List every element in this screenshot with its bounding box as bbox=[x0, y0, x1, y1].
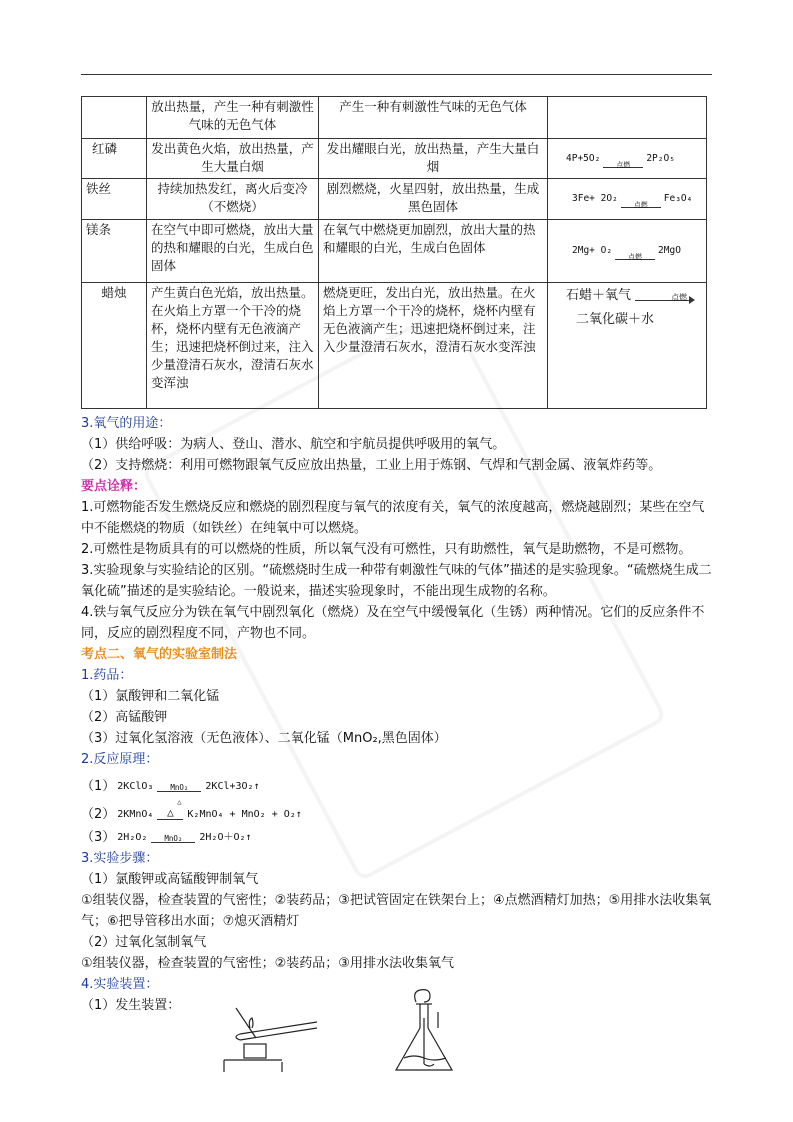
equation-top-line bbox=[566, 284, 702, 308]
substance-cell: 红磷 bbox=[82, 139, 147, 179]
principle-heading: 2.反应原理： bbox=[81, 752, 159, 767]
drugs-item: （1）氯酸钾和二氧化锰 bbox=[81, 689, 220, 704]
substance-cell: 铁丝 bbox=[82, 179, 147, 220]
equation-cell bbox=[548, 179, 707, 220]
equation-left: 3Fe+ 2O₂ bbox=[572, 193, 618, 204]
oxygen-phenomenon-cell: 燃烧更旺，发出白光，放出热量。在火焰上方罩一个干冷的烧杯，烧杯内壁有无色液滴产生；迅速把烧杯倒过来，注入少量澄清石灰水，澄清石灰水变浑浊 bbox=[319, 283, 548, 409]
condition-arrow bbox=[603, 158, 643, 168]
condition-arrow bbox=[157, 780, 201, 806]
section-heading: 考点二、氧气的实验室制法 bbox=[81, 647, 238, 662]
uses-item: （1）供给呼吸：为病人、登山、潜水、航空和宇航员提供呼吸用的氧气。 bbox=[81, 437, 506, 452]
condition-arrow bbox=[157, 808, 183, 820]
equation-right: 2MgO bbox=[658, 245, 681, 256]
reaction-equation-3 bbox=[81, 826, 713, 848]
condition-top: MnO₂ bbox=[170, 783, 189, 792]
equation-right: 2P₂O₅ bbox=[646, 152, 675, 164]
table-row bbox=[82, 97, 707, 139]
oxygen-phenomenon-cell: 剧烈燃烧，火星四射，放出热量，生成黑色固体 bbox=[319, 179, 548, 220]
condition-top: △ bbox=[167, 806, 174, 819]
apparatus-item: （1）发生装置： bbox=[81, 998, 181, 1013]
equation-number: （1） bbox=[81, 778, 116, 794]
substance-cell bbox=[82, 97, 147, 139]
oxygen-phenomenon-cell: 发出耀眼白光，放出热量，产生大量白烟 bbox=[319, 139, 548, 179]
notes-heading: 要点诠释： bbox=[81, 479, 147, 494]
equation-right: Fe₃O₄ bbox=[663, 193, 693, 204]
drugs-item: （3）过氧化氢溶液（无色液体）、二氧化锰（MnO₂,黑色固体） bbox=[81, 731, 447, 746]
header-rule bbox=[81, 74, 712, 75]
condition-label: 点燃 bbox=[633, 201, 648, 209]
air-phenomenon-cell: 放出热量，产生一种有刺激性气味的无色气体 bbox=[147, 97, 319, 139]
table-row bbox=[82, 283, 707, 409]
equation-left: 2KMnO₄ bbox=[117, 808, 154, 820]
notes-item: 1.可燃物能否发生燃烧反应和燃烧的剧烈程度与氧气的浓度有关，氧气的浓度越高，燃烧越剧烈；某些在空气中不能燃烧的物质（如铁丝）在纯氧中可以燃烧。 bbox=[81, 500, 705, 536]
test-tube-apparatus-figure bbox=[222, 1000, 322, 1072]
air-phenomenon-cell: 产生黄白色光焰，放出热量。在火焰上方罩一个干冷的烧杯，烧杯内壁有无色液滴产生；迅速把烧杯倒过来，注入少量澄清石灰水，澄清石灰水变浑浊 bbox=[147, 283, 319, 409]
drugs-item: （2）高锰酸钾 bbox=[81, 710, 168, 725]
oxygen-phenomenon-cell: 产生一种有刺激性气味的无色气体 bbox=[319, 97, 548, 139]
table-row bbox=[82, 139, 707, 179]
condition-label: 点燃 bbox=[671, 293, 688, 302]
condition-label: 点燃 bbox=[628, 253, 643, 261]
condition-top: MnO₂ bbox=[164, 834, 183, 843]
air-phenomenon-cell: 持续加热发红，离火后变冷（不燃烧） bbox=[147, 179, 319, 220]
equation bbox=[552, 190, 702, 208]
table-row bbox=[82, 220, 707, 283]
equation-left: 2KClO₃ bbox=[117, 780, 154, 792]
condition-bottom: △ bbox=[177, 798, 182, 806]
candle-equation bbox=[552, 284, 702, 332]
uses-heading: 3.氧气的用途： bbox=[81, 416, 172, 431]
equation-right: 二氧化碳＋水 bbox=[576, 312, 655, 327]
air-phenomenon-cell: 在空气中即可燃烧，放出大量的热和耀眼的白光，生成白色固体 bbox=[147, 220, 319, 283]
equation-right: 2KCl+3O₂↑ bbox=[205, 780, 260, 792]
steps-heading: 3.实验步骤： bbox=[81, 851, 159, 866]
condition-arrow bbox=[635, 290, 693, 301]
substance-cell: 镁条 bbox=[82, 220, 147, 283]
combustion-table bbox=[81, 96, 707, 409]
notes-item: 2.可燃性是物质具有的可以燃烧的性质，所以氧气没有可燃性，只有助燃性，氧气是助燃物，不是可燃物。 bbox=[81, 542, 692, 557]
apparatus-heading: 4.实验装置： bbox=[81, 977, 159, 992]
drugs-heading: 1.药品： bbox=[81, 668, 133, 683]
oxygen-phenomenon-cell: 在氧气中燃烧更加剧烈，放出大量的热和耀眼的白光，生成白色固体 bbox=[319, 220, 548, 283]
equation-cell bbox=[548, 283, 707, 409]
condition-arrow bbox=[621, 198, 661, 208]
flask-apparatus-figure bbox=[390, 988, 460, 1072]
table-row bbox=[82, 179, 707, 220]
equation-right: K₂MnO₄ + MnO₂ + O₂↑ bbox=[187, 808, 302, 820]
steps-item: ①组装仪器，检查装置的气密性；②装药品；③把试管固定在铁架台上；④点燃酒精灯加热；⑤用排水法收集氧气；⑥把导管移出水面；⑦熄灭酒精灯 bbox=[81, 893, 712, 929]
equation-left: 石蜡＋氧气 bbox=[566, 288, 632, 303]
notes-item: 3.实验现象与实验结论的区别。“硫燃烧时生成一种带有刺激性气味的气体”描述的是实验现象。“硫燃烧生成二氧化硫”描述的是实验结论。一般说来，描述实验现象时，不能出现生成物的名称。 bbox=[81, 563, 712, 599]
equation bbox=[552, 150, 702, 168]
equation-cell bbox=[548, 139, 707, 179]
equation-cell bbox=[548, 220, 707, 283]
air-phenomenon-cell: 发出黄色火焰，放出热量，产生大量白烟 bbox=[147, 139, 319, 179]
reaction-equation-1 bbox=[81, 770, 713, 806]
steps-item: ①组装仪器，检查装置的气密性；②装药品；③用排水法收集氧气 bbox=[81, 956, 454, 971]
equation-number: （2） bbox=[81, 806, 116, 822]
equation-left: 2H₂O₂ bbox=[117, 831, 148, 843]
equation-number: （3） bbox=[81, 829, 116, 845]
steps-item: （2）过氧化氢制氧气 bbox=[81, 935, 207, 950]
equation-left: 4P+5O₂ bbox=[566, 152, 601, 164]
notes-item: 4.铁与氧气反应分为铁在氧气中剧烈氧化（燃烧）及在空气中缓慢氧化（生锈）两种情况。它们的反应条件不同，反应的剧烈程度不同，产物也不同。 bbox=[81, 605, 705, 641]
condition-label: 点燃 bbox=[616, 160, 631, 169]
condition-arrow bbox=[615, 250, 655, 260]
main-content bbox=[81, 413, 713, 1016]
equation-cell bbox=[548, 97, 707, 139]
equation-right: 2H₂O＋O₂↑ bbox=[199, 831, 252, 843]
condition-arrow bbox=[151, 831, 195, 843]
substance-cell: 蜡烛 bbox=[82, 283, 147, 409]
equation-left: 2Mg+ O₂ bbox=[572, 245, 613, 256]
equation bbox=[552, 242, 702, 260]
steps-item: （1）氯酸钾或高锰酸钾制氧气 bbox=[81, 872, 259, 887]
reaction-equation-2 bbox=[81, 802, 713, 826]
uses-item: （2）支持燃烧：利用可燃物跟氧气反应放出热量，工业上用于炼钢、气焊和气割金属、液氧炸药等。 bbox=[81, 458, 662, 473]
